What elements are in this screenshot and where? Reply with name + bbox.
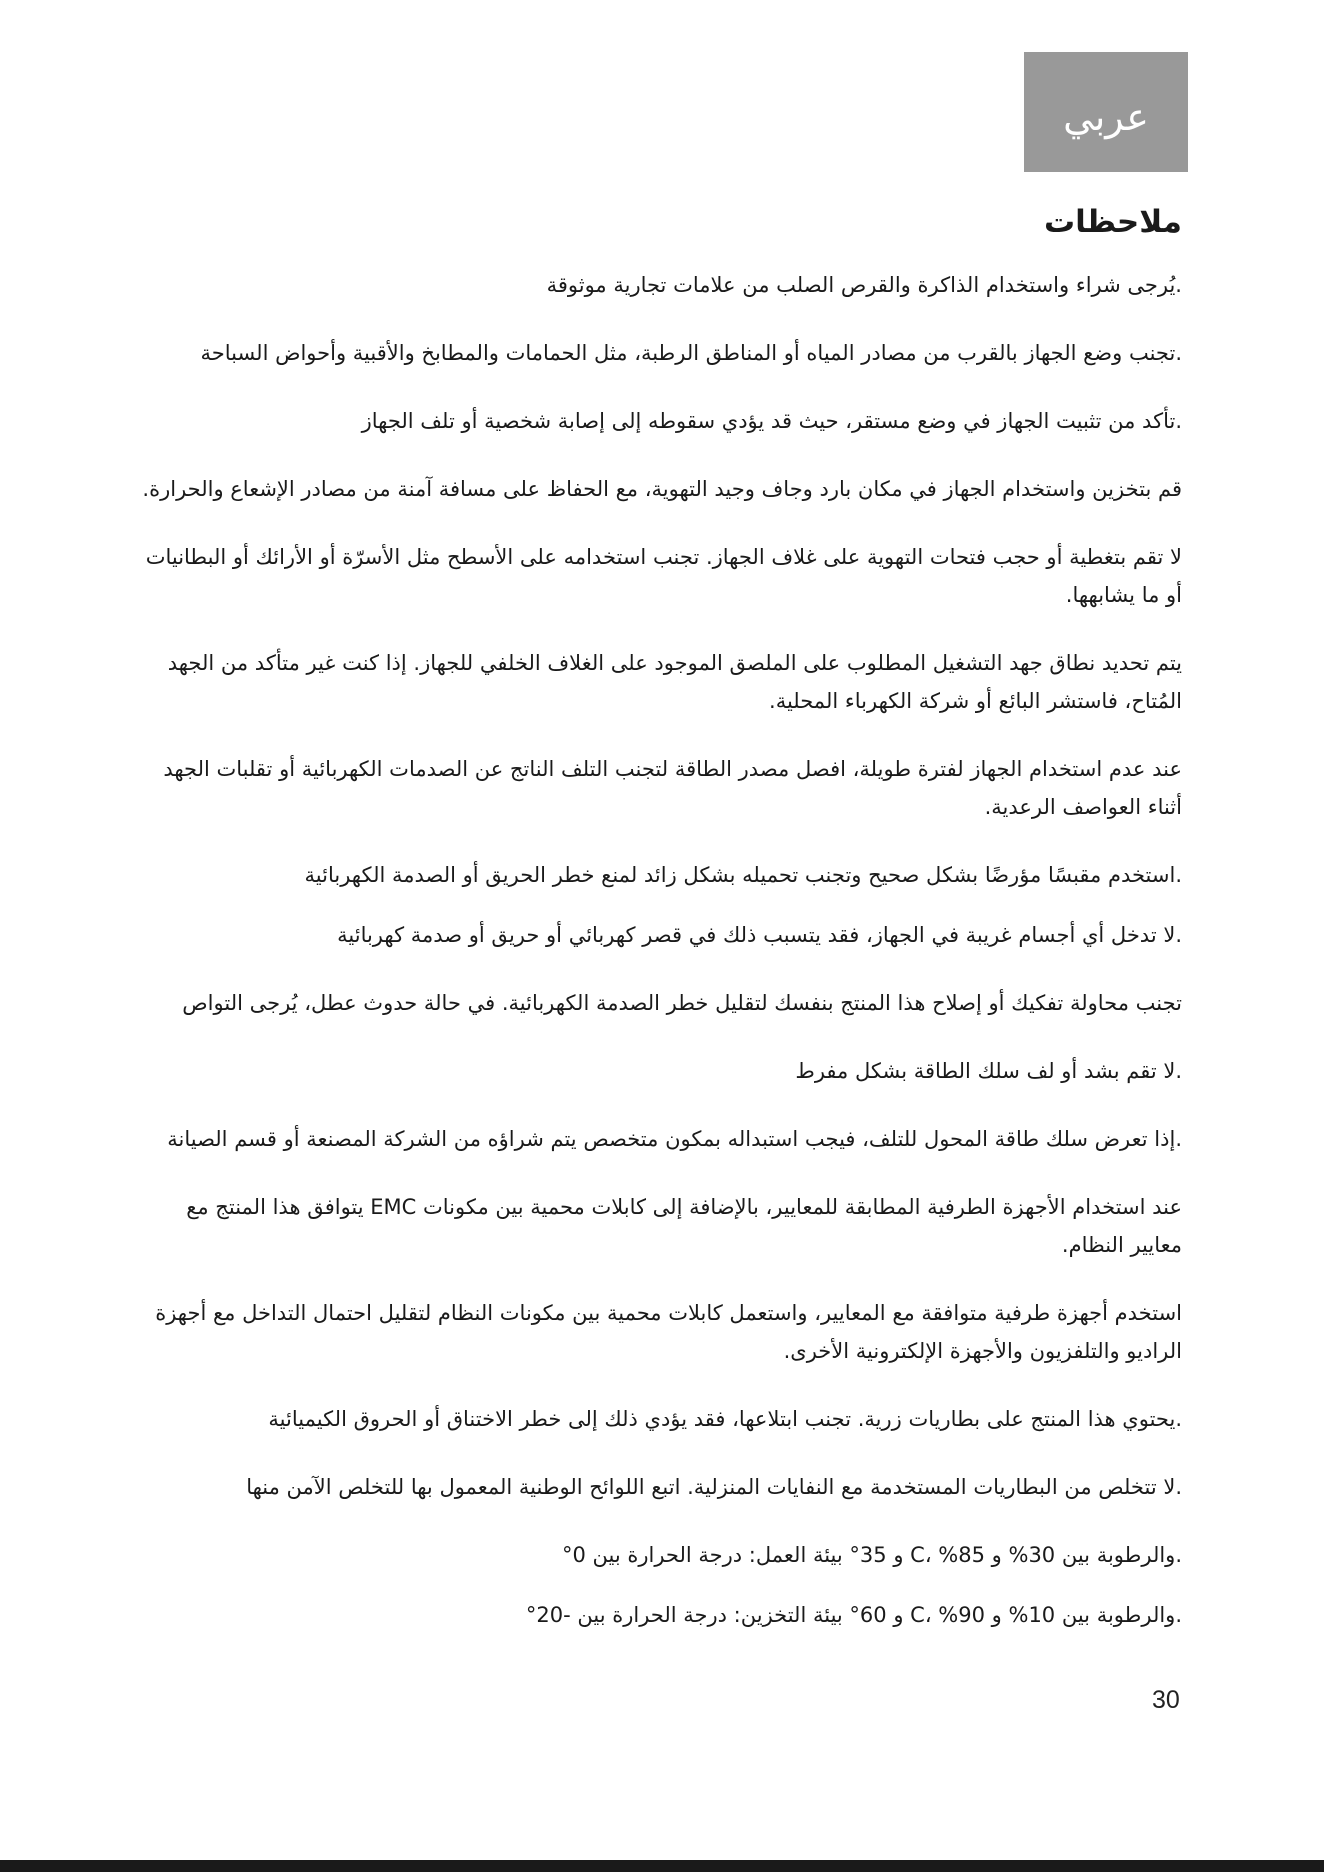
note-item: .لا تقم بشد أو لف سلك الطاقة بشكل مفرط: [795, 1059, 1182, 1083]
note-item: .يُرجى شراء واستخدام الذاكرة والقرص الصلب من علامات تجارية موثوقة: [546, 273, 1182, 297]
notes-list: [130, 266, 1182, 1634]
page-title: ملاحظات: [1043, 204, 1182, 240]
note-item: عند استخدام الأجهزة الطرفية المطابقة للمعايير، بالإضافة إلى كابلات محمية بين مكونات EMC يتوافق هذا المنتج مع معايير النظام.: [186, 1195, 1182, 1257]
note-item: .والرطوبة بين 10% و 90% ،C و 60° بيئة التخزين: درجة الحرارة بين -20°: [525, 1603, 1182, 1627]
language-tab: [1024, 52, 1188, 172]
note-item: .إذا تعرض سلك طاقة المحول للتلف، فيجب استبداله بمكون متخصص يتم شراؤه من الشركة المصنعة أو قسم الصيانة: [167, 1127, 1182, 1151]
note-item: يتم تحديد نطاق جهد التشغيل المطلوب على الملصق الموجود على الغلاف الخلفي للجهاز. إذا كنت غير متأكد من الجهد المُتاح، فاستشر البائع أو شركة الكهرباء المحلية.: [167, 651, 1182, 713]
bottom-border: [0, 1860, 1324, 1872]
note-item: لا تقم بتغطية أو حجب فتحات التهوية على غلاف الجهاز. تجنب استخدامه على الأسطح مثل الأسرّة أو الأرائك أو البطانيات أو ما يشابهها.: [145, 545, 1182, 607]
language-tab-label: عربي: [1063, 95, 1149, 139]
note-item: استخدم أجهزة طرفية متوافقة مع المعايير، واستعمل كابلات محمية بين مكونات النظام لتقليل احتمال التداخل مع أجهزة الراديو والتلفزيون والأجهزة الإلكترونية الأخرى.: [155, 1301, 1182, 1363]
page-number: 30: [1152, 1686, 1180, 1714]
notes-section: [130, 200, 1182, 1656]
note-item: .والرطوبة بين 30% و 85% ،C و 35° بيئة العمل: درجة الحرارة بين 0°: [561, 1543, 1182, 1567]
note-item: .لا تدخل أي أجسام غريبة في الجهاز، فقد يتسبب ذلك في قصر كهربائي أو حريق أو صدمة كهربائية: [337, 923, 1182, 947]
note-item: .لا تتخلص من البطاريات المستخدمة مع النفايات المنزلية. اتبع اللوائح الوطنية المعمول بها للتخلص الآمن منها: [246, 1475, 1182, 1499]
note-item: .تجنب وضع الجهاز بالقرب من مصادر المياه أو المناطق الرطبة، مثل الحمامات والمطابخ والأقبية وأحواض السباحة: [200, 341, 1182, 365]
note-item: قم بتخزين واستخدام الجهاز في مكان بارد وجاف وجيد التهوية، مع الحفاظ على مسافة آمنة من مصادر الإشعاع والحرارة.: [142, 477, 1182, 501]
note-item: .استخدم مقبسًا مؤرضًا بشكل صحيح وتجنب تحميله بشكل زائد لمنع خطر الحريق أو الصدمة الكهربائية: [304, 863, 1182, 887]
note-item: تجنب محاولة تفكيك أو إصلاح هذا المنتج بنفسك لتقليل خطر الصدمة الكهربائية. في حالة حدوث عطل، يُرجى التواص: [182, 991, 1182, 1015]
note-item: .يحتوي هذا المنتج على بطاريات زرية. تجنب ابتلاعها، فقد يؤدي ذلك إلى خطر الاختناق أو الحروق الكيميائية: [268, 1407, 1182, 1431]
note-item: عند عدم استخدام الجهاز لفترة طويلة، افصل مصدر الطاقة لتجنب التلف الناتج عن الصدمات الكهربائية أو تقلبات الجهد أثناء العواصف الرعدية.: [163, 757, 1182, 819]
note-item: .تأكد من تثبيت الجهاز في وضع مستقر، حيث قد يؤدي سقوطه إلى إصابة شخصية أو تلف الجهاز: [361, 409, 1182, 433]
